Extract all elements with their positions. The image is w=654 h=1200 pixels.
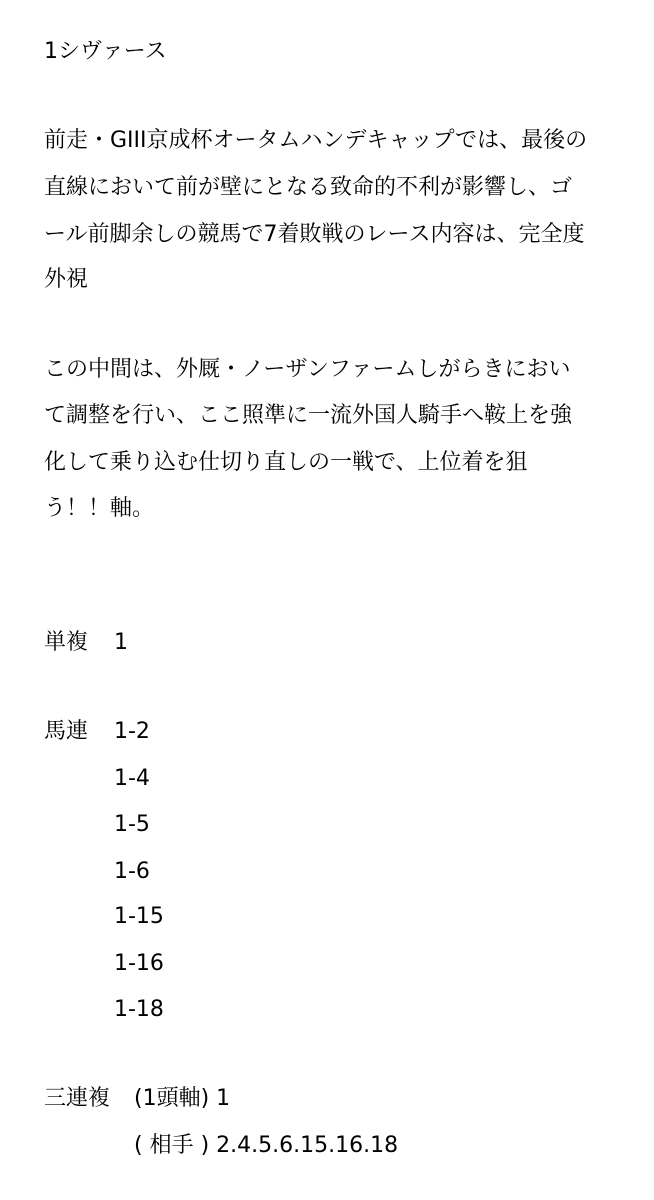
umaren-value-6: 1-16 xyxy=(114,951,164,976)
tanpuku-label: 単複 xyxy=(44,630,89,655)
paragraph1-line2: 直線において前が壁にとなる致命的不利が影響し、ゴ xyxy=(44,175,573,200)
sanrenpuku-label: 三連複 xyxy=(44,1086,111,1111)
umaren-value-3: 1-5 xyxy=(114,812,150,837)
paragraph1-line4: 外視 xyxy=(44,267,89,292)
umaren-value-7: 1-18 xyxy=(114,997,164,1022)
tanpuku-value: 1 xyxy=(114,630,128,655)
paragraph1-line3: ール前脚余しの競馬で7着敗戦のレース内容は、完全度 xyxy=(44,222,585,247)
paragraph2-line3: 化して乗り込む仕切り直しの一戦で、上位着を狙 xyxy=(44,450,528,475)
umaren-value-4: 1-6 xyxy=(114,859,150,884)
sanrenpuku-axis: (1頭軸) 1 xyxy=(134,1086,231,1111)
paragraph1-line1: 前走・GIII京成杯オータムハンデキャップでは、最後の xyxy=(44,128,588,153)
horse-title: 1シヴァース xyxy=(44,39,167,64)
umaren-label: 馬連 xyxy=(44,719,89,744)
paragraph2-line4: う！！軸。 xyxy=(44,496,155,521)
paragraph2-line2: て調整を行い、ここ照準に一流外国人騎手へ鞍上を強 xyxy=(44,403,573,428)
umaren-value-1: 1-2 xyxy=(114,719,150,744)
umaren-value-5: 1-15 xyxy=(114,904,164,929)
paragraph2-line1: この中間は、外厩・ノーザンファームしがらきにおい xyxy=(44,357,571,382)
sanrenpuku-partners: ( 相手 ) 2.4.5.6.15.16.18 xyxy=(134,1133,399,1158)
umaren-value-2: 1-4 xyxy=(114,766,150,791)
